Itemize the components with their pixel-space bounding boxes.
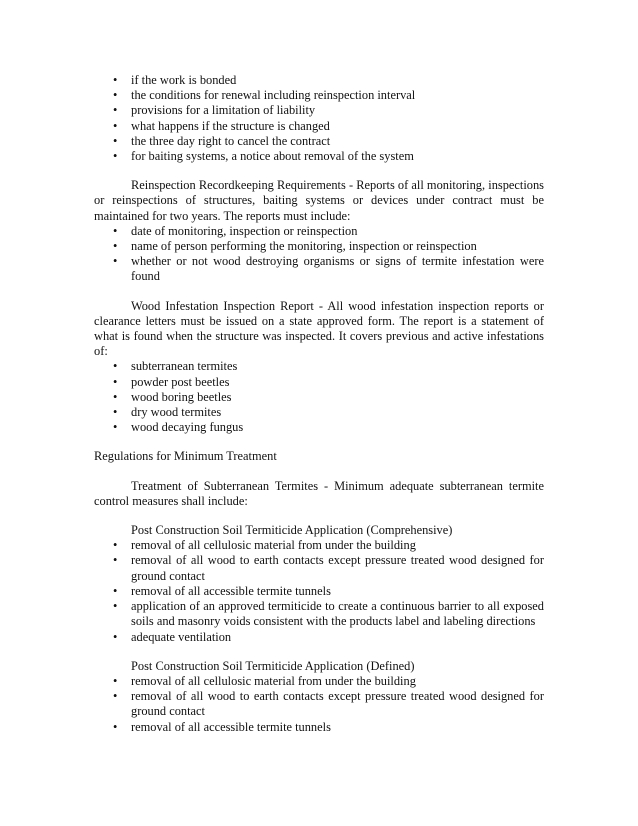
bullet-icon: • [113, 103, 118, 118]
bullet-icon: • [113, 405, 118, 420]
list-item: • the conditions for renewal including reinspection interval [113, 88, 416, 103]
defined-list [94, 674, 544, 735]
bullet-icon: • [113, 538, 118, 553]
bullet-icon: • [113, 389, 118, 404]
bullet-icon: • [113, 149, 118, 164]
bullet-icon: • [113, 133, 118, 148]
spacer [94, 509, 544, 523]
list-item: • removal of all wood to earth contacts except pressure treated wood designed for ground contact [113, 553, 544, 583]
bullet-icon: • [113, 359, 118, 374]
list-item: • date of monitoring, inspection or reinspection [113, 223, 358, 238]
list-item: • the three day right to cancel the contract [113, 133, 331, 148]
bullet-icon: • [113, 583, 118, 598]
defined-heading: Post Construction Soil Termiticide Application (Defined) [131, 658, 415, 673]
document-page [94, 73, 544, 735]
list-item: • subterranean termites [113, 359, 238, 374]
list-item: • wood boring beetles [113, 389, 232, 404]
bullet-icon: • [113, 239, 118, 254]
bullet-icon: • [113, 374, 118, 389]
spacer [94, 435, 544, 449]
contract-terms-list [94, 73, 544, 164]
wood-infestation-paragraph: Wood Infestation Inspection Report - All wood infestation inspection reports or clearance letters must be issued on a state approved form. The report is a statement of what is found when the structure was inspected. It covers previous and active infestations of: [94, 298, 544, 359]
list-item: • application of an approved termiticide to create a continuous barrier to all exposed soils and masonry voids consistent with the products label and labeling directions [113, 599, 544, 629]
bullet-icon: • [113, 599, 118, 614]
list-item: • for baiting systems, a notice about removal of the system [113, 149, 414, 164]
list-item: • if the work is bonded [113, 73, 237, 87]
infestation-types-list [94, 359, 544, 435]
bullet-icon: • [113, 629, 118, 644]
list-item: • what happens if the structure is changed [113, 118, 330, 133]
list-item: • dry wood termites [113, 405, 222, 420]
bullet-icon: • [113, 673, 118, 688]
list-item: • removal of all wood to earth contacts except pressure treated wood designed for ground contact [113, 689, 544, 719]
list-item: • name of person performing the monitoring, inspection or reinspection [113, 239, 477, 254]
comprehensive-heading: Post Construction Soil Termiticide Application (Comprehensive) [131, 523, 453, 538]
comprehensive-list [94, 538, 544, 644]
bullet-icon: • [113, 73, 118, 87]
list-item: • adequate ventilation [113, 629, 232, 644]
list-item: • removal of all accessible termite tunnels [113, 719, 331, 734]
spacer [94, 465, 544, 479]
bullet-icon: • [113, 719, 118, 734]
list-item: • removal of all accessible termite tunnels [113, 583, 331, 598]
list-item: • removal of all cellulosic material from under the building [113, 673, 416, 688]
list-item: • powder post beetles [113, 374, 230, 389]
bullet-icon: • [113, 223, 118, 238]
bullet-icon: • [113, 88, 118, 103]
spacer [94, 645, 544, 659]
bullet-icon: • [113, 689, 118, 704]
reinspection-paragraph: Reinspection Recordkeeping Requirements - Reports of all monitoring, inspections or reinspections of structures, baiting systems or devices under contract must be maintained for two years. The reports must include: [94, 178, 544, 223]
treatment-paragraph: Treatment of Subterranean Termites - Minimum adequate subterranean termite control measures shall include: [94, 478, 544, 508]
list-item: • wood decaying fungus [113, 420, 244, 435]
list-item: • whether or not wood destroying organisms or signs of termite infestation were found [113, 254, 544, 284]
section-heading: Regulations for Minimum Treatment [94, 449, 277, 464]
list-item: • provisions for a limitation of liability [113, 103, 316, 118]
bullet-icon: • [113, 420, 118, 435]
reinspection-list [94, 224, 544, 285]
list-item: • removal of all cellulosic material from under the building [113, 538, 416, 553]
bullet-icon: • [113, 254, 118, 269]
bullet-icon: • [113, 118, 118, 133]
spacer [94, 285, 544, 299]
spacer [94, 164, 544, 178]
bullet-icon: • [113, 553, 118, 568]
